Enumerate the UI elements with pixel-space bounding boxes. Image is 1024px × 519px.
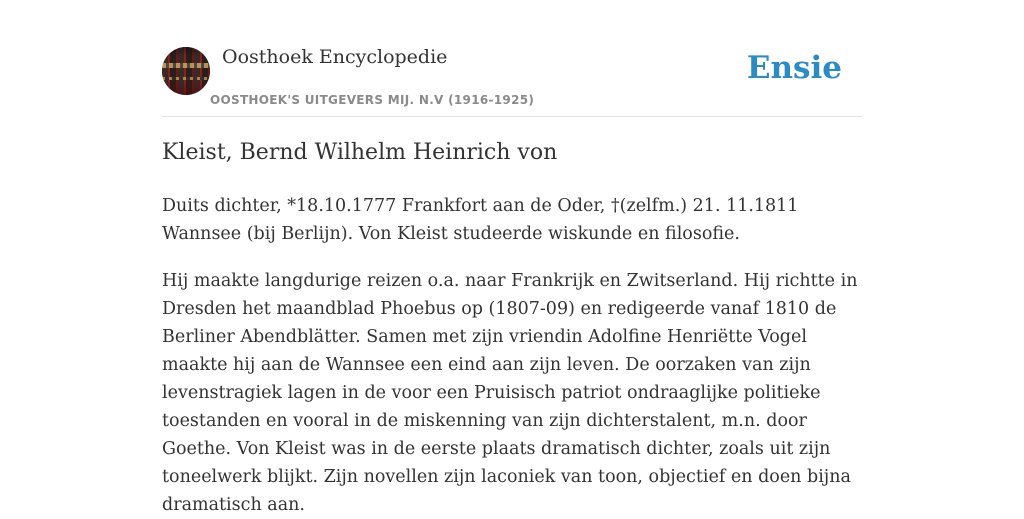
book-spine-band bbox=[162, 63, 210, 68]
book-spines-image bbox=[162, 47, 210, 95]
publisher-label: OOSTHOEK'S UITGEVERS MIJ. N.V (1916-1925) bbox=[210, 93, 535, 107]
ensie-logo[interactable]: Ensie bbox=[746, 50, 842, 86]
article-card bbox=[162, 0, 862, 515]
article-paragraph-1: Duits dichter, *18.10.1777 Frankfort aan de Oder, †(zelfm.) 21. 11.1811 Wannsee (bij Berlijn). Von Kleist studeerde wiskunde en filosofie. bbox=[162, 196, 799, 244]
source-title[interactable]: Oosthoek Encyclopedie bbox=[222, 46, 448, 68]
article-title: Kleist, Bernd Wilhelm Heinrich von bbox=[162, 140, 558, 165]
encyclopedia-avatar[interactable] bbox=[162, 47, 210, 95]
article-header bbox=[162, 0, 862, 117]
article-paragraph-2: Hij maakte langdurige reizen o.a. naar Frankrijk en Zwitserland. Hij richtte in Dresden het maandblad Phoebus op (1807-09) en redigeerde vanaf 1810 de Berliner Abendblätter. Samen met zijn vriendin Adolfine Henriëtte Vogel maakte hij aan de Wannsee een eind aan zijn leven. De oorzaken van zijn levenstragiek lagen in de voor een Pruisisch patriot ondraaglijke politieke toestanden en vooral in de miskenning van zijn dichterstalent, m.n. door Goethe. Von Kleist was in de eerste plaats dramatisch dichter, zoals uit zijn toneelwerk blijkt. Zijn novellen zijn laconiek van toon, objectief en doen bijna dramatisch aan. bbox=[162, 271, 858, 515]
book-spine-band-lower bbox=[162, 77, 210, 80]
